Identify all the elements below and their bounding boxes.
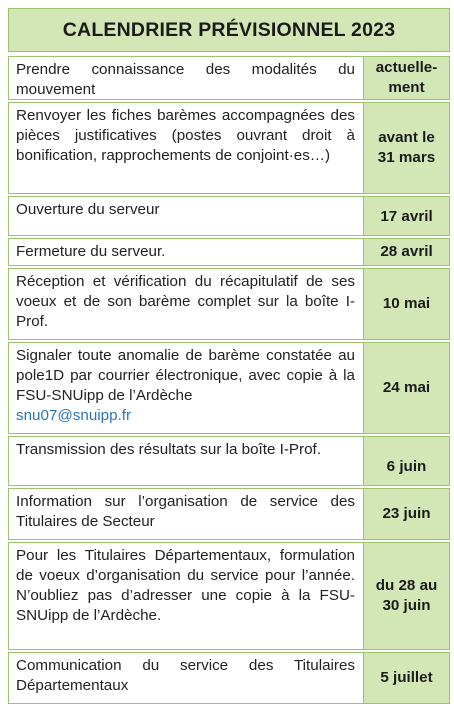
- row-description: Information sur l’organisation de service des Titulaires de Secteur: [16, 493, 355, 530]
- calendar-document: [8, 8, 450, 706]
- calendar-row: [8, 268, 450, 340]
- row-date: 24 mai: [363, 343, 449, 433]
- calendar-row: [8, 652, 450, 704]
- calendar-row: [8, 342, 450, 434]
- row-description: Fermeture du serveur.: [16, 243, 166, 260]
- calendar-row: [8, 488, 450, 540]
- row-date: du 28 au 30 juin: [363, 543, 449, 649]
- calendar-row: [8, 196, 450, 236]
- row-date: 17 avril: [363, 197, 449, 235]
- row-description: Pour les Titulaires Départementaux, formulation de voeux d’organisation du service pour l’année. N’oubliez pas d’adresser une copie à la FSU-SNUipp de l’Ardèche.: [16, 547, 355, 624]
- email-link[interactable]: snu07@snuipp.fr: [16, 407, 132, 424]
- row-date: actuelle-ment: [363, 57, 449, 99]
- row-description: Renvoyer les fiches barèmes accompagnées des pièces justificatives (postes ouvrant droit à bonification, rapprochements de conjoint·es…): [16, 107, 355, 164]
- row-date: avant le 31 mars: [363, 103, 449, 193]
- calendar-row: [8, 56, 450, 100]
- row-description: [9, 343, 363, 433]
- row-description: Réception et vérification du récapitulatif de ses voeux et de son barème complet sur la boîte I-Prof.: [16, 273, 355, 330]
- calendar-row: [8, 436, 450, 486]
- row-description: Communication du service des Titulaires Départementaux: [16, 657, 355, 694]
- row-date: 6 juin: [363, 437, 449, 485]
- row-date: 23 juin: [363, 489, 449, 539]
- calendar-table: [8, 56, 450, 704]
- row-date: 10 mai: [363, 269, 449, 339]
- calendar-row: [8, 238, 450, 266]
- row-date: 5 juillet: [363, 653, 449, 703]
- row-description: Prendre connaissance des modalités du mouvement: [16, 61, 355, 98]
- row-description: Transmission des résultats sur la boîte I-Prof.: [16, 441, 321, 458]
- row-description: Ouverture du serveur: [16, 201, 160, 218]
- calendar-row: [8, 542, 450, 650]
- row-description-text: Signaler toute anomalie de barème constatée au pole1D par courrier électronique, avec copie à la FSU-SNUipp de l’Ardèche: [16, 347, 355, 404]
- calendar-title: CALENDRIER PRÉVISIONNEL 2023: [8, 8, 450, 52]
- calendar-row: [8, 102, 450, 194]
- row-date: 28 avril: [363, 239, 449, 265]
